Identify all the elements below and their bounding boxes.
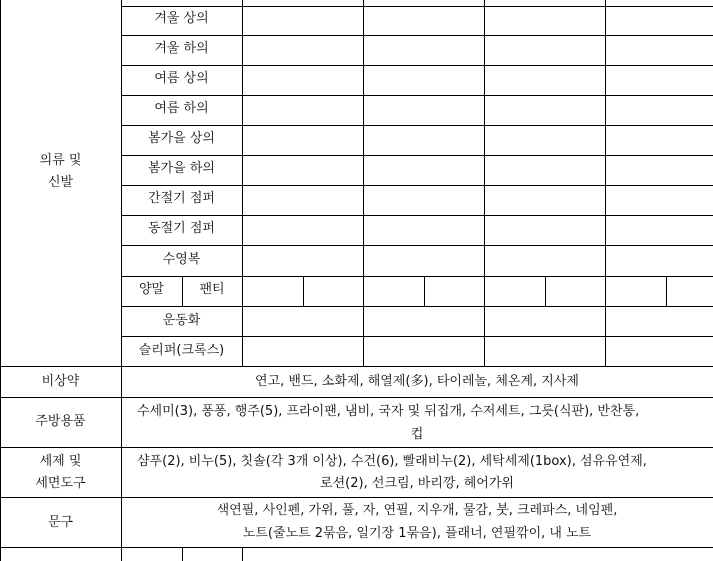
rule-h [0, 497, 713, 498]
item-panties: 팬티 [199, 282, 225, 297]
rule-h [121, 6, 713, 7]
row-text-medicine: 연고, 밴드, 소화제, 해열제(多), 타이레놀, 체온계, 지사제 [255, 374, 579, 389]
item-springfall-bottom: 봄가을 하의 [148, 161, 215, 176]
row-text-stationery: 색연필, 사인펜, 가위, 풀, 자, 연필, 지우개, 물감, 붓, 크레파스, 네임펜, [216, 503, 618, 518]
rule-h [0, 547, 713, 548]
rule-h [121, 95, 713, 96]
row-text-stationery-line2: 노트(줄노트 2묶음, 일기장 1묶음), 플래너, 연필깎이, 내 노트 [242, 526, 592, 541]
item-socks: 양말 [138, 282, 165, 297]
row-text-kitchen: 수세미(3), 퐁퐁, 행주(5), 프라이팬, 냄비, 국자 및 뒤집개, 수저세트, 그릇(식판), 반찬통, [137, 404, 640, 419]
rule-v [484, 0, 485, 366]
row-label-stationery: 문구 [47, 515, 74, 530]
rule-h [121, 125, 713, 126]
row-text-toiletries: 샴푸(2), 비누(5), 칫솔(각 3개 이상), 수건(6), 빨래비누(2), 세탁세제(1box), 섬유유연제, [137, 454, 647, 469]
rule-h [0, 397, 713, 398]
rule-v [242, 547, 243, 561]
rule-h [121, 276, 713, 277]
row-label-toiletries-line2: 세면도구 [35, 476, 86, 491]
rule-v [666, 276, 667, 306]
row-label-toiletries: 세제 및 [39, 454, 82, 469]
rule-h [0, 366, 713, 367]
item-summer-bottom: 여름 하의 [154, 101, 209, 116]
item-summer-top: 여름 상의 [154, 71, 209, 86]
rule-v [605, 0, 606, 366]
row-text-kitchen-line2: 컵 [410, 427, 424, 442]
rule-v [242, 0, 243, 366]
item-springfall-top: 봄가을 상의 [148, 131, 215, 146]
rule-h [121, 336, 713, 337]
item-sneakers: 운동화 [162, 313, 201, 328]
rule-h [0, 447, 713, 448]
rule-h [121, 245, 713, 246]
rule-h [121, 185, 713, 186]
item-winter-bottom: 겨울 하의 [154, 41, 209, 56]
row-text-toiletries-line2: 로션(2), 선크림, 바리깡, 헤어가위 [320, 476, 514, 491]
rule-v [303, 276, 304, 306]
item-transition-jacket: 간절기 점퍼 [148, 191, 215, 206]
item-winter-jacket: 동절기 점퍼 [148, 221, 215, 236]
item-swimsuit: 수영복 [162, 252, 201, 267]
rule-v [363, 0, 364, 366]
rule-h [121, 155, 713, 156]
rule-h [121, 65, 713, 66]
item-slippers: 슬리퍼(크록스) [138, 343, 225, 358]
category-clothing: 의류 및 [39, 153, 82, 168]
category-clothing-line2: 신발 [47, 175, 74, 190]
row-label-kitchen: 주방용품 [35, 414, 86, 429]
rule-v [424, 276, 425, 306]
rule-v [182, 547, 183, 561]
rule-h [121, 35, 713, 36]
rule-h [121, 215, 713, 216]
item-winter-top: 겨울 상의 [154, 11, 209, 26]
rule-v [545, 276, 546, 306]
row-label-medicine: 비상약 [41, 374, 80, 389]
rule-h [121, 306, 713, 307]
